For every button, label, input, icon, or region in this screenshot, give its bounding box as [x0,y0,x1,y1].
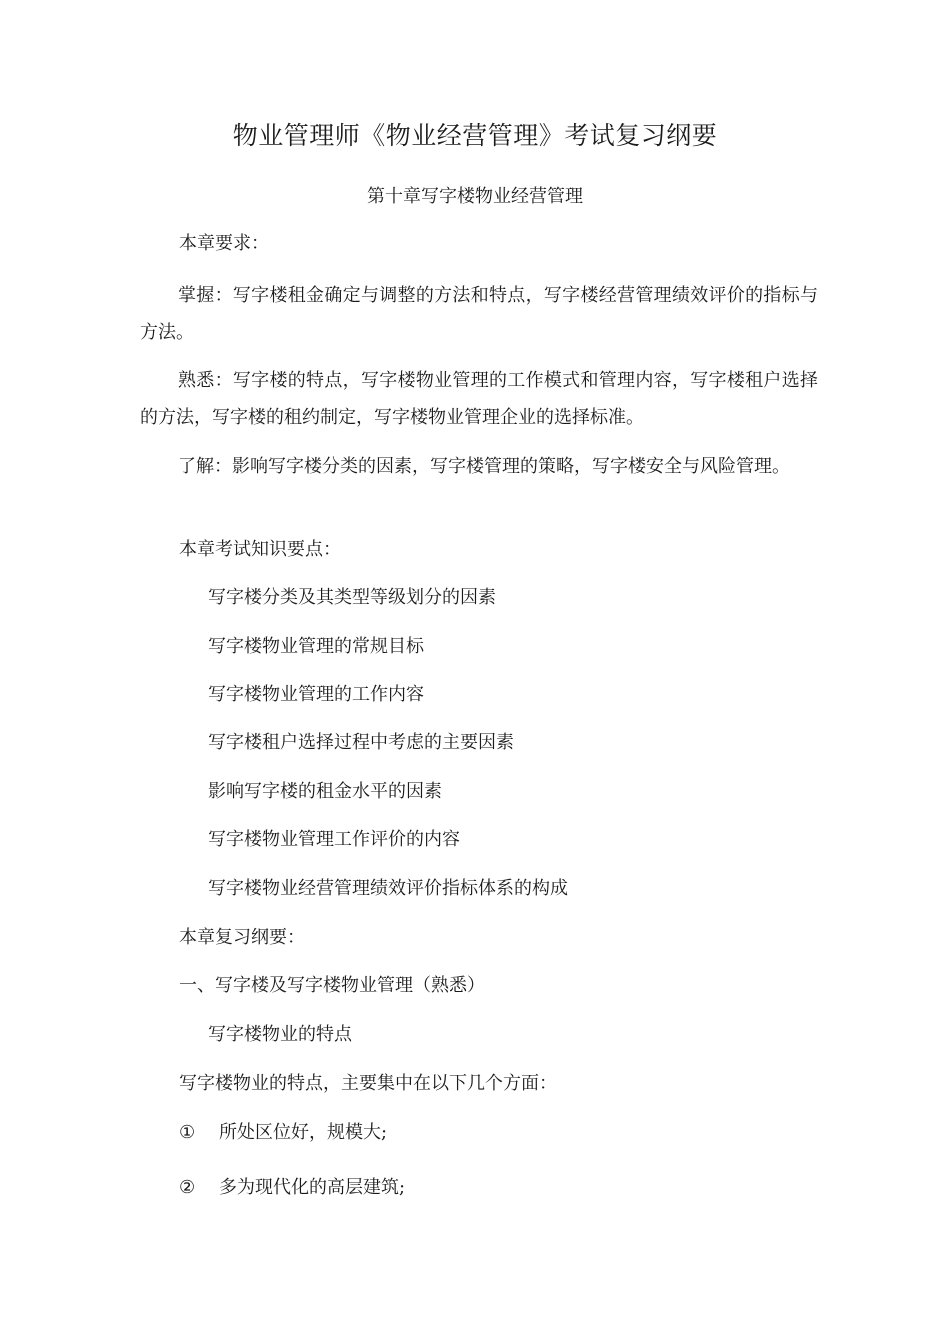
requirements-heading: 本章要求： [179,233,269,254]
key-point-item: 写字楼物业管理的工作内容 [208,684,424,705]
outline-heading: 本章复习纲要： [179,927,305,948]
section-one-heading: 一、写字楼及写字楼物业管理（熟悉） [179,975,485,996]
key-point-item: 写字楼分类及其类型等级划分的因素 [208,587,496,608]
feature-marker: ② [179,1177,196,1198]
key-point-item: 写字楼物业管理工作评价的内容 [208,829,460,850]
feature-item [179,1119,387,1147]
key-point-item: 写字楼物业经营管理绩效评价指标体系的构成 [208,878,568,899]
chapter-subtitle: 第十章写字楼物业经营管理 [367,186,583,207]
requirement-understand: 了解：影响写字楼分类的因素，写字楼管理的策略，写字楼安全与风险管理。 [178,456,790,477]
key-points-heading: 本章考试知识要点： [179,539,341,560]
feature-marker: ① [179,1122,196,1143]
features-intro: 写字楼物业的特点，主要集中在以下几个方面： [179,1073,557,1094]
key-point-item: 影响写字楼的租金水平的因素 [208,781,442,802]
feature-text: 所处区位好，规模大; [219,1122,388,1143]
document-title: 物业管理师《物业经营管理》考试复习纲要 [232,121,718,150]
feature-item [179,1174,405,1202]
key-point-item: 写字楼租户选择过程中考虑的主要因素 [208,732,514,753]
feature-text: 多为现代化的高层建筑; [219,1177,406,1198]
requirement-familiar: 熟悉：写字楼的特点，写字楼物业管理的工作模式和管理内容，写字楼租户选择的方法，写字楼的租约制定，写字楼物业管理企业的选择标准。 [140,370,818,428]
section-one-subheading: 写字楼物业的特点 [208,1024,352,1045]
key-point-item: 写字楼物业管理的常规目标 [208,636,424,657]
requirement-master: 掌握：写字楼租金确定与调整的方法和特点，写字楼经营管理绩效评价的指标与方法。 [140,285,818,343]
